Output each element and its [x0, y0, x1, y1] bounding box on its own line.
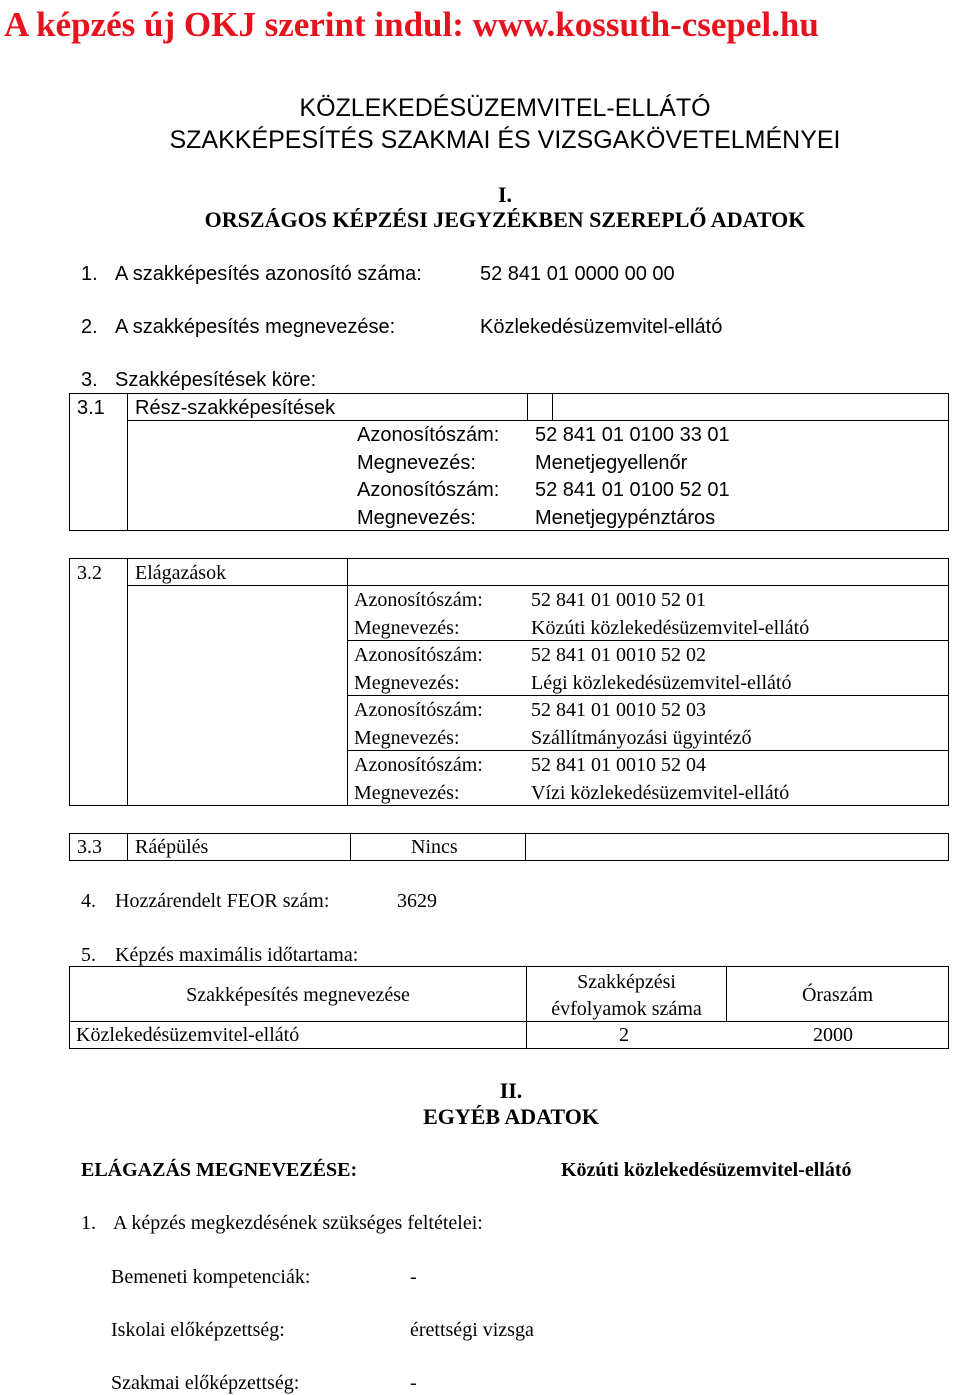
prereq-key: Bemeneti kompetenciák:	[111, 1266, 311, 1288]
document-title-line1: KÖZLEKEDÉSÜZEMVITEL-ELLÁTÓ	[299, 94, 711, 122]
item-3-number: 3.	[81, 369, 98, 391]
feor-value: 3629	[397, 890, 437, 912]
branch-value: 52 841 01 0010 52 01	[531, 589, 706, 611]
feor-label: Hozzárendelt FEOR szám:	[115, 890, 330, 912]
branch-value: 52 841 01 0010 52 04	[531, 754, 706, 776]
branch-value: Közúti közlekedésüzemvitel-ellátó	[531, 617, 810, 639]
add-on-label: Ráépülés	[135, 836, 209, 858]
part-qualification-value: 52 841 01 0100 52 01	[535, 479, 730, 501]
prereq-key: Szakmai előképzettség:	[111, 1372, 300, 1394]
branch-name-value: Közúti közlekedésüzemvitel-ellátó	[561, 1159, 852, 1181]
section-2-heading: EGYÉB ADATOK	[423, 1104, 599, 1129]
part-qualification-value: Menetjegypénztáros	[535, 507, 716, 529]
item-2-label: A szakképesítés megnevezése:	[115, 316, 396, 338]
branch-value: Légi közlekedésüzemvitel-ellátó	[531, 672, 792, 694]
branch-key: Azonosítószám:	[354, 699, 483, 721]
item-1-label: A szakképesítés azonosító száma:	[115, 263, 422, 285]
duration-label: Képzés maximális időtartama:	[115, 944, 359, 966]
prereq-label: A képzés megkezdésének szükséges feltételei:	[113, 1212, 483, 1234]
branch-key: Azonosítószám:	[354, 589, 483, 611]
branch-key: Megnevezés:	[354, 672, 460, 694]
add-on-number: 3.3	[77, 836, 102, 858]
section-1-heading: ORSZÁGOS KÉPZÉSI JEGYZÉKBEN SZEREPLŐ ADATOK	[204, 207, 806, 232]
branch-key: Megnevezés:	[354, 782, 460, 804]
part-qualification-value: Menetjegyellenőr	[535, 452, 688, 474]
branch-value: Vízi közlekedésüzemvitel-ellátó	[531, 782, 790, 804]
item-2-number: 2.	[81, 316, 98, 338]
item-1-number: 1.	[81, 263, 98, 285]
part-qualifications-label: Rész-szakképesítések	[135, 397, 336, 419]
section-2-numeral: II.	[499, 1078, 523, 1103]
part-qualification-value: 52 841 01 0100 33 01	[535, 424, 730, 446]
duration-row-name: Közlekedésüzemvitel-ellátó	[76, 1024, 300, 1046]
document-title-line2: SZAKKÉPESÍTÉS SZAKMAI ÉS VIZSGAKÖVETELMÉNYEI	[169, 126, 841, 154]
section-1-numeral: I.	[497, 182, 513, 207]
duration-header-hours: Óraszám	[801, 984, 874, 1006]
duration-row-years: 2	[619, 1024, 629, 1046]
feor-number: 4.	[81, 890, 96, 912]
branches-number: 3.2	[77, 562, 102, 584]
prereq-value: -	[410, 1266, 417, 1288]
item-1-value: 52 841 01 0000 00 00	[480, 263, 675, 285]
prereq-value: -	[410, 1372, 417, 1394]
branch-value: 52 841 01 0010 52 03	[531, 699, 706, 721]
part-qualification-key: Megnevezés:	[357, 507, 476, 529]
prereq-key: Iskolai előképzettség:	[111, 1319, 285, 1341]
duration-row-hours: 2000	[813, 1024, 853, 1046]
duration-header-years-line1: Szakképzési	[577, 971, 676, 993]
branch-key: Megnevezés:	[354, 727, 460, 749]
item-2-value: Közlekedésüzemvitel-ellátó	[480, 316, 723, 338]
page-banner: A képzés új OKJ szerint indul: www.kossuth-csepel.hu	[4, 5, 819, 44]
branch-key: Azonosítószám:	[354, 644, 483, 666]
item-3-label: Szakképesítések köre:	[115, 369, 317, 391]
branch-name-label: ELÁGAZÁS MEGNEVEZÉSE:	[81, 1159, 358, 1181]
part-qualifications-number: 3.1	[77, 397, 105, 419]
duration-number: 5.	[81, 944, 96, 966]
branches-label: Elágazások	[135, 562, 227, 584]
prereq-value: érettségi vizsga	[410, 1319, 534, 1341]
prereq-number: 1.	[81, 1212, 96, 1234]
branch-value: 52 841 01 0010 52 02	[531, 644, 706, 666]
branch-key: Megnevezés:	[354, 617, 460, 639]
duration-header-years-line2: évfolyamok száma	[551, 998, 702, 1020]
duration-header-name: Szakképesítés megnevezése	[186, 984, 410, 1006]
branch-key: Azonosítószám:	[354, 754, 483, 776]
branch-value: Szállítmányozási ügyintéző	[531, 727, 752, 749]
part-qualification-key: Megnevezés:	[357, 452, 476, 474]
add-on-value: Nincs	[411, 836, 458, 858]
part-qualification-key: Azonosítószám:	[357, 479, 500, 501]
part-qualification-key: Azonosítószám:	[357, 424, 500, 446]
